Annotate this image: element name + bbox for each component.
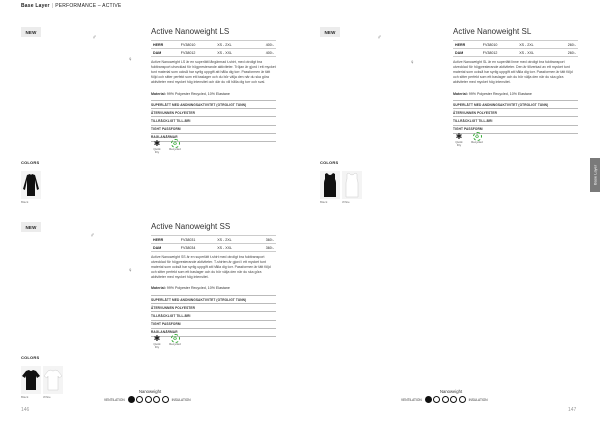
scale-left-label: VENTILATION [401, 397, 422, 402]
list-item: ÅTERVUNNEN POLYESTER [453, 108, 578, 116]
new-badge: NEW [21, 27, 41, 37]
list-item: TIGHT PASSFORM [453, 125, 578, 134]
male-icon: ♂ [90, 233, 95, 239]
scale-dots [425, 396, 466, 403]
table-row: DAM FV38012 XS - XXL 260:- [455, 50, 576, 55]
section-tab[interactable]: Base Layer [590, 158, 600, 192]
material-line: Material: 99% Polyester Recycled, 10% Elastane [151, 92, 230, 96]
list-item: RAGLANÄRMAR [151, 328, 276, 337]
page-number-left: 146 [21, 407, 30, 413]
sku-table [151, 235, 276, 252]
material-line: Material: 99% Polyester Recycled, 10% Elastane [453, 92, 532, 96]
table-row: DAM FV38034 XS - XXL 360:- [153, 245, 274, 250]
feature-list [151, 295, 276, 337]
swatch-ls [23, 174, 39, 196]
swatch-ss-white [44, 370, 62, 390]
list-item: TILLRÄCKLIGT TILL-BRI [151, 116, 276, 124]
header-section: Base Layer [21, 3, 50, 9]
colors-label: COLORS [21, 355, 40, 360]
color-swatch[interactable]: Black [21, 366, 41, 394]
swatch-sl-black [324, 173, 336, 197]
feature-icons [453, 132, 483, 147]
scale-dot [425, 396, 432, 403]
feature-icons [151, 334, 181, 349]
product-title: Active Nanoweight LS [151, 27, 230, 36]
running-header: Base Layer | PERFORMANCE – ACTIVE [21, 3, 122, 9]
swatch-ss-black [22, 370, 40, 390]
scale-dot [145, 396, 152, 403]
sku-table [453, 40, 578, 57]
scale-title: Nanoweight [139, 389, 162, 394]
scale-dot [450, 396, 457, 403]
product-description: Active Nanoweight SS är en superlätt t-shirt med otroligt bra fukttransport utvecklad för högpresterande aktiviteter. T-shirten är gjord i ett mycket tunt material som också har syrlig uppgift att hålla dig torr. Passformen är tätt följd och sitter perfekt som ett baslager och du bör välja den när du ska göra aktiviteter med mycket hög intensitet. [151, 255, 271, 279]
table-row: HERR FV38031 XS - 2XL 360:- [153, 237, 274, 242]
table-row: HERR FV38010 XS - 2XL 400:- [153, 42, 274, 47]
male-icon: ♂ [92, 35, 97, 41]
recycled-icon: ♻ Recycled [169, 140, 181, 151]
female-icon: ♀ [128, 268, 133, 274]
color-swatch[interactable]: Black [320, 171, 340, 199]
list-item: ÅTERVUNNEN POLYESTER [151, 303, 276, 311]
table-row: DAM FV38012 XS - XXL 400:- [153, 50, 274, 55]
color-swatch[interactable]: White [43, 366, 63, 394]
sku-table [151, 40, 276, 57]
scale-dot [162, 396, 169, 403]
quick-dry-icon: ✱ Quick Dry [153, 139, 161, 154]
recycled-icon: ♻ Recycled [471, 133, 483, 144]
garment-sl-men [346, 40, 382, 118]
garment-sl-women [379, 58, 413, 140]
scale-title: Nanoweight [440, 389, 463, 394]
list-item: ÅTERVUNNEN POLYESTER [151, 108, 276, 116]
list-item: RAGLANÄRMAR [151, 133, 276, 142]
list-item: SUPERLÄTT MED ANDNINGSAKTIVITET (OTROLIGT TUNN) [453, 100, 578, 108]
scale-dot [459, 396, 466, 403]
new-badge: NEW [320, 27, 340, 37]
product-description: Active Nanoweight LS är en superlätt långärmad t-shirt, med otroligt bra fukttransport utvecklad för högpresterande aktiviteter. Tröjan är gjord i ett mycket tunt material som också har syrlig uppgift att hålla dig torr. Passformen är tätt följd och sitter perfekt som ett baslager och du bör välja den när du ska göra aktiviteter med mycket hög intensitet och där du vill hålla dig torr och sval. [151, 60, 276, 84]
scale-left-label: VENTILATION [104, 397, 125, 402]
scale-dots [128, 396, 169, 403]
list-item: SUPERLÄTT MED ANDNINGSAKTIVITET (OTROLIGT TUNN) [151, 295, 276, 303]
product-description: Active Nanoweight SL är en superlätt linne med otroligt bra fukttransport utvecklad för högpresterande aktiviteter. Den är tillverkad av ett mycket tunt material som också har syrlig uppgift att hålla dig torr. Passformen är tätt följd och sitter perfekt som ett baslager och du bör välja den när du ska göra aktiviteter med mycket hög intensitet. [453, 60, 573, 84]
female-icon: ♀ [128, 57, 133, 63]
scale-right-label: INSULATION [468, 397, 488, 402]
male-icon: ♂ [377, 35, 382, 41]
list-item: TIGHT PASSFORM [151, 320, 276, 328]
female-icon: ♀ [410, 60, 415, 66]
new-badge: NEW [21, 222, 41, 232]
list-item: TILLRÄCKLIGT TILL-BRI [453, 116, 578, 124]
list-item: TIGHT PASSFORM [151, 125, 276, 133]
recycled-icon: ♻ Recycled [169, 335, 181, 346]
quick-dry-icon: ✱ Quick Dry [455, 132, 463, 147]
list-item: TILLRÄCKLIGT TILL-BRI [151, 311, 276, 319]
colors-label: COLORS [21, 160, 40, 165]
product-title: Active Nanoweight SS [151, 222, 231, 231]
warmth-scale [401, 396, 488, 403]
product-title: Active Nanoweight SL [453, 27, 532, 36]
color-swatch[interactable]: Black [21, 171, 41, 199]
quick-dry-icon: ✱ Quick Dry [153, 334, 161, 349]
page-number-right: 147 [568, 407, 577, 413]
list-item: SUPERLÄTT MED ANDNINGSAKTIVITET (OTROLIGT TUNN) [151, 100, 276, 108]
scale-dot [153, 396, 160, 403]
warmth-scale [104, 396, 191, 403]
scale-dot [442, 396, 449, 403]
color-swatch[interactable]: White [342, 171, 362, 199]
colors-label: COLORS [320, 160, 339, 165]
header-subsection: PERFORMANCE – ACTIVE [55, 3, 122, 9]
scale-dot [136, 396, 143, 403]
feature-list [151, 100, 276, 142]
scale-dot [128, 396, 135, 403]
scale-dot [433, 396, 440, 403]
feature-icons [151, 139, 181, 154]
scale-right-label: INSULATION [171, 397, 191, 402]
table-row: HERR FV38010 XS - 2XL 260:- [455, 42, 576, 47]
swatch-sl-white [346, 173, 358, 197]
feature-list [453, 100, 578, 134]
material-line: Material: 99% Polyester Recycled, 10% Elastane [151, 286, 230, 290]
